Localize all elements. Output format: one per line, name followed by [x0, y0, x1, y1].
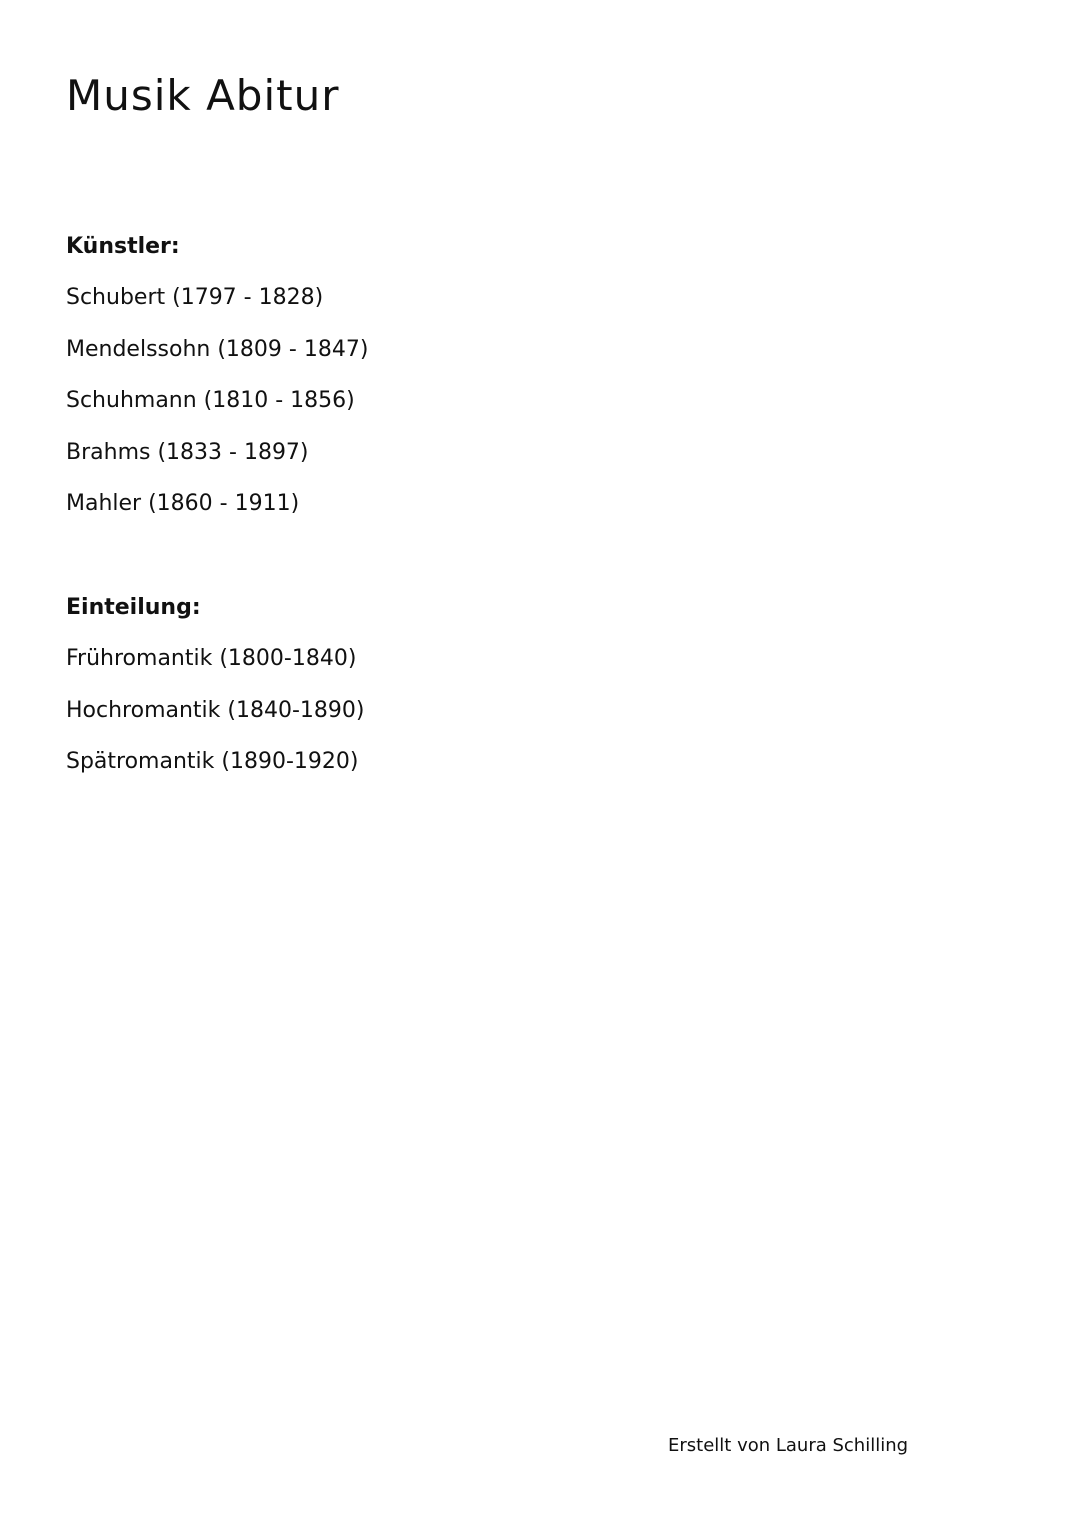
- artist-item: Mendelssohn (1809 - 1847): [66, 336, 369, 362]
- periods-heading: Einteilung:: [66, 595, 201, 620]
- period-item: Spätromantik (1890-1920): [66, 749, 359, 774]
- period-item: Frühromantik (1800-1840): [66, 646, 357, 671]
- artist-item: Brahms (1833 - 1897): [66, 439, 309, 465]
- author-credit: Erstellt von Laura Schilling: [668, 1435, 909, 1456]
- artist-item: Mahler (1860 - 1911): [66, 491, 300, 516]
- artists-section: [66, 230, 368, 539]
- page-title: Musik Abitur: [66, 71, 340, 120]
- artists-list: [66, 281, 368, 521]
- periods-section: [66, 591, 364, 797]
- artist-item: Schuhmann (1810 - 1856): [66, 388, 355, 413]
- period-item: Hochromantik (1840-1890): [66, 697, 365, 723]
- artists-heading: Künstler:: [66, 234, 180, 259]
- artist-item: Schubert (1797 - 1828): [66, 285, 324, 310]
- periods-list: [66, 642, 364, 779]
